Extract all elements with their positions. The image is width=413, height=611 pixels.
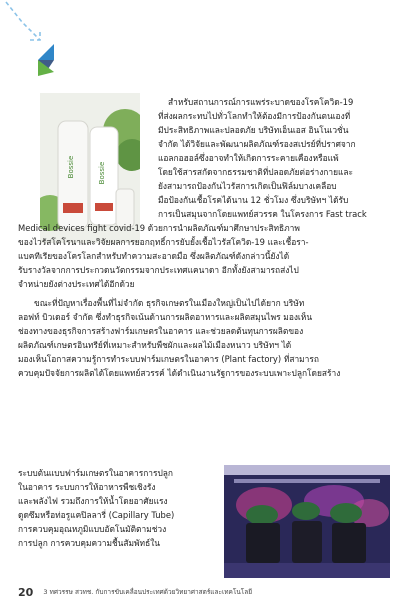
text-line: จำกัด ได้วิจัยและพัฒนาผลิตภัณฑ์รองสเปรย์ที่ปราศจาก: [158, 139, 356, 149]
text-line: รับรางวัลจากการประกวดนวัตกรรมจากประเทศแคนาดา อีกทั้งยังสามารถส่งไป: [18, 265, 299, 275]
product-label-1: Bossie: [67, 155, 75, 179]
text-line: ที่ส่งผลกระทบไปทั่วโลกทำให้ต้องมีการป้องกันตนเองที่: [158, 111, 351, 121]
text-line: มือป้องกันเชื้อโรคได้นาน 12 ชั่วโมง ซึ่งบริษัทฯ ได้รับ: [158, 195, 349, 205]
dashed-arrow-icon: [6, 2, 40, 40]
footer-text: 3 ทศวรรษ สวทช. กับการขับเคลื่อนประเทศด้วยวิทยาศาสตร์และเทคโนโลยี: [43, 588, 253, 596]
text-line: ช่องทางของธุรกิจการสร้างฟาร์มเกษตรในอาคาร และช่วยลดต้นทุนการผลิตของ: [18, 326, 304, 336]
text-line: ระบบต้นแบบฟาร์มเกษตรในอาคารการปลูก: [18, 468, 174, 478]
text-line: และพลังไฟ รวมถึงการให้น้ำโดยอาศัยแรง: [18, 496, 168, 506]
corner-decoration: [0, 0, 80, 90]
text-line: สำหรับสถานการณ์การแพร่ระบาดของโรคโควิด-19: [168, 97, 354, 107]
text-line: ในอาคาร ระบบการให้อาหารพืชเชิงรัง: [18, 482, 156, 492]
text-line: การเป็นสมุนจากโดยแพทย์สวรรค ในโครงการ Fast track: [158, 209, 367, 219]
blue-triangle-shape: [38, 44, 54, 60]
text-line: มองเห็นโอกาสความรู้การทำระบบฟาร์มเกษตรในอาคาร (Plant factory) ที่สามารถ: [18, 354, 319, 364]
text-line: การควบคุมอุณหภูมิแบบอัตโนมัติตามช่วง: [18, 524, 167, 534]
text-line: Medical devices fight covid-19 ด้วยการนำผลิตภัณฑ์มาศึกษาประสิทธิภาพ: [18, 223, 300, 233]
text-line: ยังสามารถป้องกันไวรัสการเกิดเป็นฟิล์มบางเคลือบ: [158, 181, 337, 191]
text-line: จำหน่ายยังต่างประเทศได้อีกด้วย: [18, 279, 135, 289]
text-line: ลอฟท์ บิวเดอร์ จำกัด ซึ่งทำธุรกิจเน้นด้านการผลิตอาหารและผลิตสมุนไพร มองเห็น: [18, 312, 313, 322]
text-line: ขณะที่ปัญหาเรื่องพื้นที่ไม่จำกัด ธุรกิจเกษตรในเมืองใหญ่เป็นไปได้ยาก บริษัท: [34, 298, 305, 308]
text-line: การปลูก การควบคุมความชื้นสัมพัทธ์ใน: [18, 538, 161, 548]
page-number: 20: [18, 586, 34, 599]
product-label-2: Bossie: [98, 161, 106, 185]
text-line: แอลกอฮอล์ซึ่งอาจทำให้เกิดการระคายเคืองหรือแพ้: [158, 153, 339, 163]
page-footer: [18, 586, 390, 600]
text-line: แบคทีเรียของโครโลกสำหรับทำความสะอาดมือ ซึ่งผลิตภัณฑ์ดังกล่าวนี้ยังได้: [18, 251, 290, 261]
indoor-farm-photo: [224, 465, 390, 578]
text-line: ของไวรัสโคโรนาและวิจัยผลการยอกฤทธิ์การยับยั้งเชื้อไวรัสโควิด-19 และเชื้อรา-: [18, 237, 309, 247]
text-line: มีประสิทธิภาพและปลอดภัย บริษัทเอ็นเอส อินโนเวชั่น: [158, 125, 349, 135]
text-line: ผลิตภัณฑ์เกษตรอินทรีย์ที่เหมาะสำหรับพืชผักและผลไม้เมืองหนาว บริษัทฯ ได้: [18, 340, 292, 350]
text-line: โดยใช้สารสกัดจากธรรมชาติที่ปลอดภัยต่อร่างกายและ: [158, 167, 354, 177]
text-line: ควบคุมปัจจัยการผลิตได้โดยแพทย์สวรรค์ ได้ดำเนินงานรัฐการของระบบเพาะปลูกโดยสร้าง: [18, 368, 341, 378]
text-line: ดูดซึมหรือท่อรูแคปิลลารี่ (Capillary Tube): [18, 510, 175, 520]
